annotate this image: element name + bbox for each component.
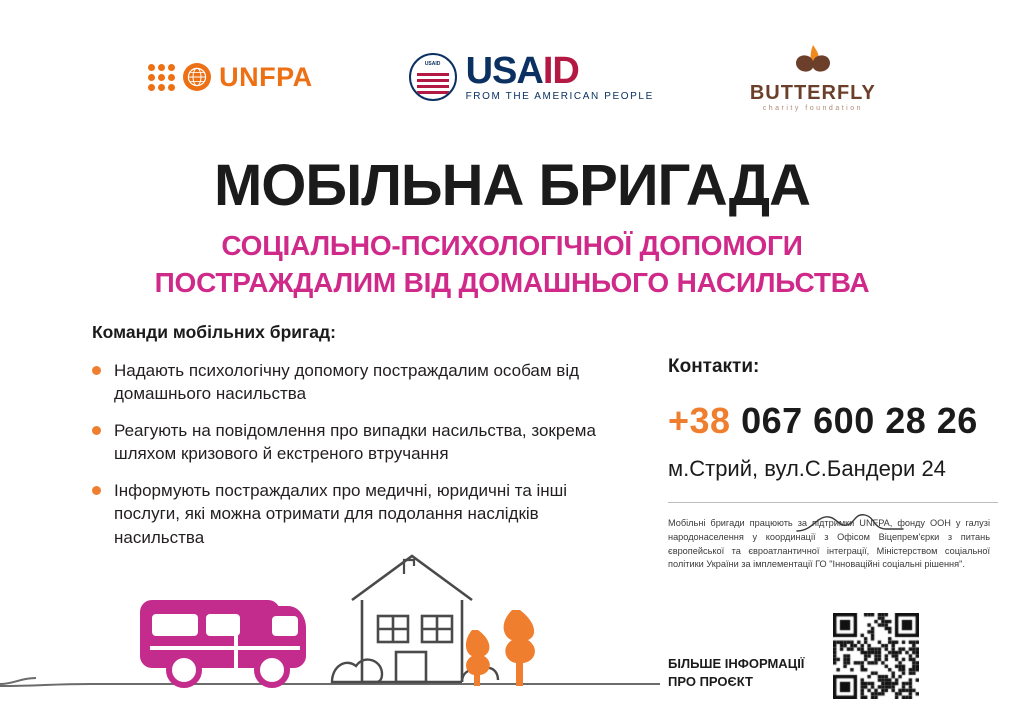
list-item: Інформують постраждалих про медичні, юридичні та інші послуги, які можна отримати для подолання наслідків насильства [92,479,622,549]
contacts-section [668,356,998,572]
services-heading: Команди мобільних бригад: [92,322,336,342]
disclaimer-text: Мобільні бригади працюють за підтримки UNFPA, фонду ООН у галузі народонаселення у координації з Офісом Віцепрем'єрки з питань європейської та євроатлантичної інтеграції, Міністерством соціальної політики України за імплементації ГО "Інноваційні соціальні рішення". [668,518,990,570]
usaid-tagline: FROM THE AMERICAN PEOPLE [465,91,654,102]
unfpa-dots-icon [148,64,175,91]
address-text: м.Стрий, вул.С.Бандери 24 [668,456,946,481]
poster-title: МОБІЛЬНА БРИГАДА [213,153,811,218]
more-info-line1: БІЛЬШЕ ІНФОРМАЦІЇ [668,656,805,671]
usaid-seal-icon [409,53,457,101]
list-item: Надають психологічну допомогу постраждалим особам від домашнього насильства [92,359,622,406]
divider [668,502,998,503]
butterfly-logo [750,43,876,112]
usaid-seal-label: USAID [424,61,441,67]
poster-subtitle [0,228,1024,302]
usaid-wordmark: USAID [465,50,579,92]
unfpa-logo [148,62,313,93]
butterfly-icon [790,43,836,77]
cloud-doodle-icon [795,505,905,535]
unfpa-wordmark: UNFPA [219,61,313,92]
phone-country-code: +38 [668,400,731,441]
contacts-heading: Контакти: [668,356,760,377]
butterfly-wordmark: BUTTERFLY [749,81,876,104]
list-item: Реагують на повідомлення про випадки насильства, зокрема шляхом кризового й екстреного втручання [92,419,622,466]
poster-subtitle-line1: СОЦІАЛЬНО-ПСИХОЛОГІЧНОЇ ДОПОМОГИ [221,230,803,261]
house-illustration [352,556,472,682]
partner-logos [0,42,1024,112]
more-info-line2: ПРО ПРОЄКТ [668,673,753,689]
illustration-van-and-house [0,470,660,727]
phone-number[interactable] [668,400,998,442]
qr-code[interactable] [833,613,919,699]
van-illustration [140,600,306,685]
more-info-label [668,655,804,690]
butterfly-subtitle: charity foundation [762,104,863,112]
usaid-logo [409,52,654,102]
tree-illustration [466,610,535,686]
poster-subtitle-line2: ПОСТРАЖДАЛИМ ВІД ДОМАШНЬОГО НАСИЛЬСТВА [154,266,870,298]
un-globe-icon [183,63,211,91]
phone-local-number: 067 600 28 26 [741,400,978,441]
